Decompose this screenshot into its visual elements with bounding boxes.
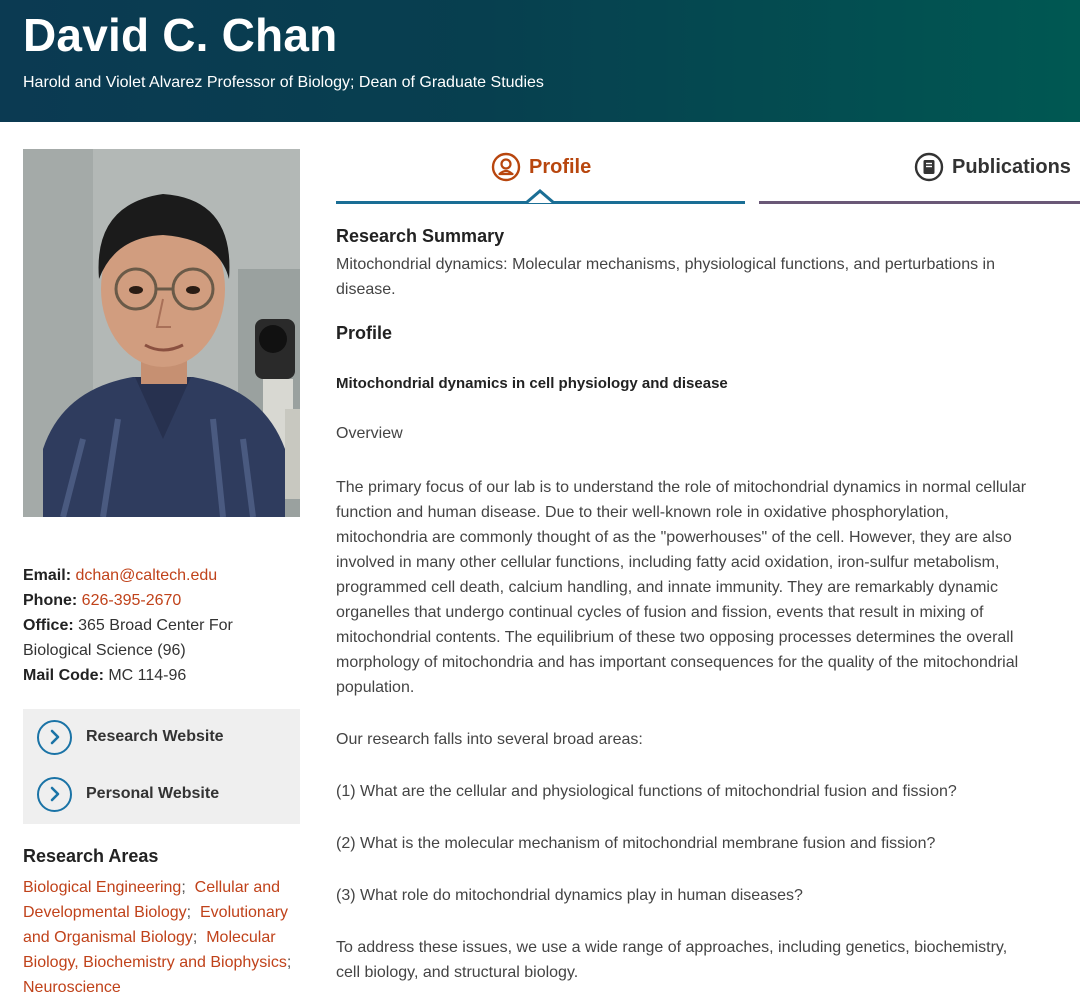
email-row: [23, 563, 300, 588]
question-3: (3) What role do mitochondrial dynamics play in human diseases?: [336, 887, 803, 904]
question-2: (2) What is the molecular mechanism of mitochondrial membrane fusion and fission?: [336, 835, 936, 852]
person-name: David C. Chan: [23, 9, 338, 61]
tab-profile-label: Profile: [529, 155, 592, 178]
overview-paragraph: The primary focus of our lab is to understand the role of mitochondrial dynamics in normal cellular function and human disease. Due to their well-known role in oxidative phosphorylation, mitochondria are commonly thought of as the "powerhouses" of the cell. However, they are also involved in many other cellular functions, including fatty acid oxidation, iron-sulfur metabolism, programmed cell death, calcium handling, and innate immunity. They are remarkably dynamic organelles that undergo continual cycles of fusion and fission, events that result in mixing of mitochondrial contents. The equilibrium of these two opposing processes determines the overall morphology of mitochondria and has important consequences for the quality of the mitochondrial population.: [336, 479, 1027, 696]
phone-row: [23, 588, 300, 613]
research-areas-heading: Research Areas: [23, 846, 159, 866]
mail-code-row: [23, 663, 300, 688]
email-label: Email:: [23, 567, 72, 584]
mail-code-label: Mail Code:: [23, 667, 104, 684]
person-title: Harold and Violet Alvarez Professor of Biology; Dean of Graduate Studies: [23, 74, 544, 91]
research-summary-text: Mitochondrial dynamics: Molecular mechanisms, physiological functions, and perturbations in disease.: [336, 256, 995, 298]
overview-label: Overview: [336, 425, 403, 442]
research-summary-heading: Research Summary: [336, 226, 505, 246]
office-value: 365 Broad Center For Biological Science (96): [23, 617, 233, 659]
personal-website-label: Personal Website: [86, 785, 220, 802]
page-header: [0, 0, 1080, 122]
tab-publications-label: Publications: [952, 155, 1071, 178]
email-link[interactable]: dchan@caltech.edu: [75, 567, 218, 584]
profile-subheading: Mitochondrial dynamics in cell physiology and disease: [336, 375, 728, 392]
chevron-right-icon: [37, 720, 72, 755]
research-area-link[interactable]: Evolutionary and Organismal Biology: [23, 904, 289, 946]
research-area-link[interactable]: Neuroscience: [23, 979, 121, 996]
mail-code-value: MC 114-96: [108, 667, 187, 684]
research-area-link[interactable]: Molecular Biology, Biochemistry and Biophysics: [23, 929, 287, 971]
active-tab-caret: [526, 189, 554, 205]
book-icon: [914, 152, 944, 182]
research-area-link[interactable]: Biological Engineering: [23, 879, 182, 896]
research-website-label: Research Website: [86, 728, 224, 745]
personal-website-link[interactable]: [37, 776, 219, 812]
tab-profile[interactable]: [491, 152, 591, 182]
chevron-right-icon: [37, 777, 72, 812]
question-1: (1) What are the cellular and physiological functions of mitochondrial fusion and fission?: [336, 783, 957, 800]
phone-link[interactable]: 626-395-2670: [81, 592, 182, 609]
contact-info: [23, 563, 300, 688]
profile-photo: [23, 149, 300, 517]
tab-publications-underline: [759, 201, 1080, 204]
approaches-paragraph: To address these issues, we use a wide range of approaches, including genetics, biochemistry, cell biology, and structural biology.: [336, 939, 1008, 981]
research-areas-list: Biological Engineering; Cellular and Developmental Biology; Evolutionary and Organismal Biology; Molecular Biology, Biochemistry and Biophysics; Neuroscience: [23, 879, 292, 996]
user-icon: [491, 152, 521, 182]
office-row: [23, 613, 300, 663]
office-label: Office:: [23, 617, 74, 634]
phone-label: Phone:: [23, 592, 78, 609]
tab-publications[interactable]: [914, 152, 1071, 182]
website-links: [23, 709, 300, 824]
research-area-link[interactable]: Cellular and Developmental Biology: [23, 879, 281, 921]
profile-heading: Profile: [336, 323, 393, 343]
portrait-illustration: [23, 149, 300, 517]
research-website-link[interactable]: [37, 719, 224, 755]
research-areas-intro: Our research falls into several broad areas:: [336, 731, 643, 748]
